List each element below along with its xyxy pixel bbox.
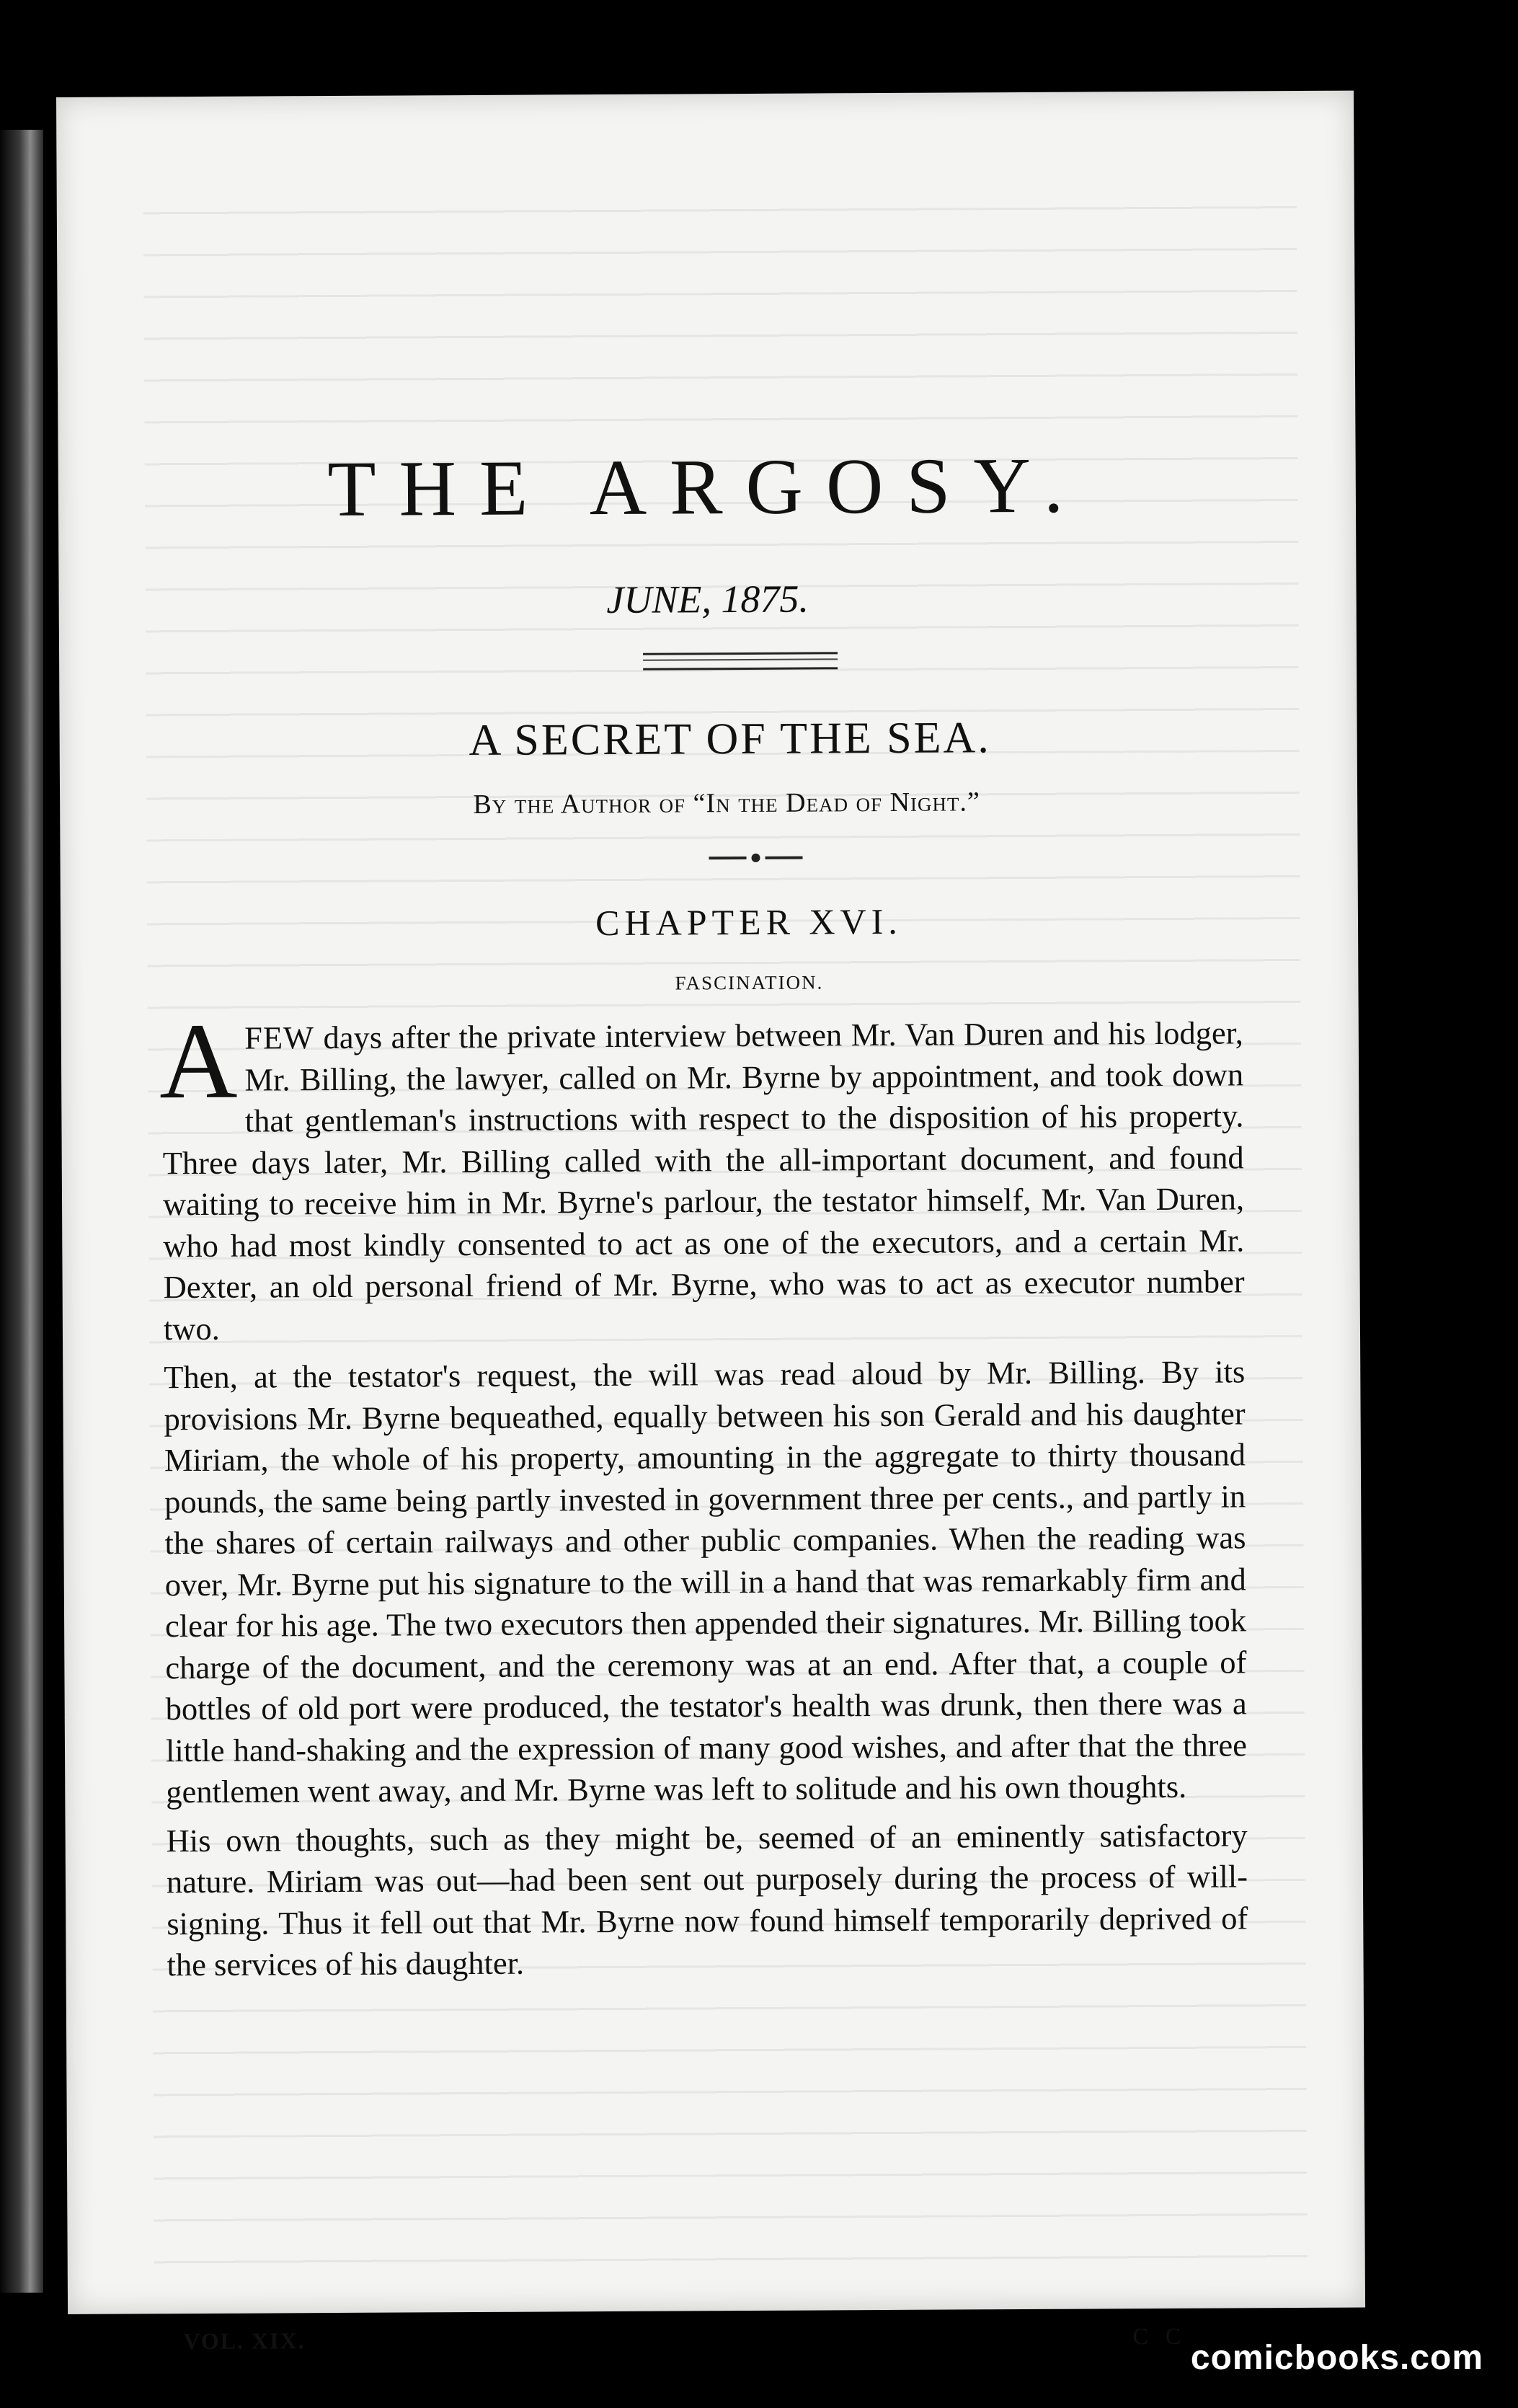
ornament-bar-left bbox=[709, 856, 747, 859]
chapter-subtitle: FASCINATION. bbox=[675, 971, 824, 994]
ornament-divider bbox=[709, 851, 802, 866]
issue-date: JUNE, 1875. bbox=[606, 577, 809, 622]
watermark: comicbooks.com bbox=[1190, 2339, 1483, 2377]
paragraph: Then, at the testator's request, the will was read aloud by Mr. Billing. By its provisions Mr. Byrne bequeathed, equally between his son Gerald and his daughter Miriam, the whole of his property, amounting in the aggregate to thirty thousand pounds, the same being partly invested in government three per cents., and partly in the shares of certain railways and other public companies. When the reading was over, Mr. Byrne put his signature to the will in a hand that was remarkably firm and clear for his age. The two executors then appended their signatures. Mr. Billing took charge of the document, and the ceremony was at an end. After that, a couple of bottles of old port were produced, the testator's health was drunk, then there was a little hand-shaking and the expression of many good wishes, and after that the three gentlemen went away, and Mr. Byrne was left to solitude and his own thoughts. bbox=[164, 1353, 1248, 1810]
ornament-bar-right bbox=[765, 856, 803, 859]
signature-mark: C C bbox=[1132, 2322, 1187, 2350]
ornament-dot bbox=[752, 854, 760, 862]
double-rule-divider bbox=[643, 652, 838, 670]
opening-words: FEW bbox=[244, 1019, 315, 1056]
paragraph: His own thoughts, such as they might be, seemed of an eminently satisfactory nature. Miriam was out—had been sent out purposely during the process of will-signing. Thus it fell out that Mr. Byrne now found himself temporarily deprived of the services of his daughter. bbox=[166, 1816, 1248, 1983]
byline: By the Author of “In the Dead of Night.” bbox=[473, 787, 980, 820]
book-page bbox=[56, 91, 1365, 2355]
adjacent-page-edge bbox=[0, 130, 43, 2293]
article-body bbox=[159, 1001, 1248, 1986]
volume-number: VOL. XIX. bbox=[183, 2327, 306, 2355]
story-title: A SECRET OF THE SEA. bbox=[469, 713, 992, 766]
chapter-heading: CHAPTER XVI. bbox=[595, 900, 902, 944]
paragraph bbox=[159, 1001, 1245, 1350]
drop-cap: A bbox=[159, 1001, 238, 1122]
paragraph-text: days after the private interview between Mr. Van Duren and his lodger, Mr. Billing, the lawyer, called on Mr. Byrne by appointment, and took down that gentleman's instructions with respect to the disposition of his property. Three days later, Mr. Billing called with the all-important document, and found waiting to receive him in Mr. Byrne's parlour, the testator himself, Mr. Van Duren, who had most kindly consented to act as one of the executors, and a certain Mr. Dexter, an old personal friend of Mr. Byrne, who was to act as executor number two. bbox=[162, 1014, 1245, 1347]
magazine-title: THE ARGOSY. bbox=[327, 441, 1087, 534]
